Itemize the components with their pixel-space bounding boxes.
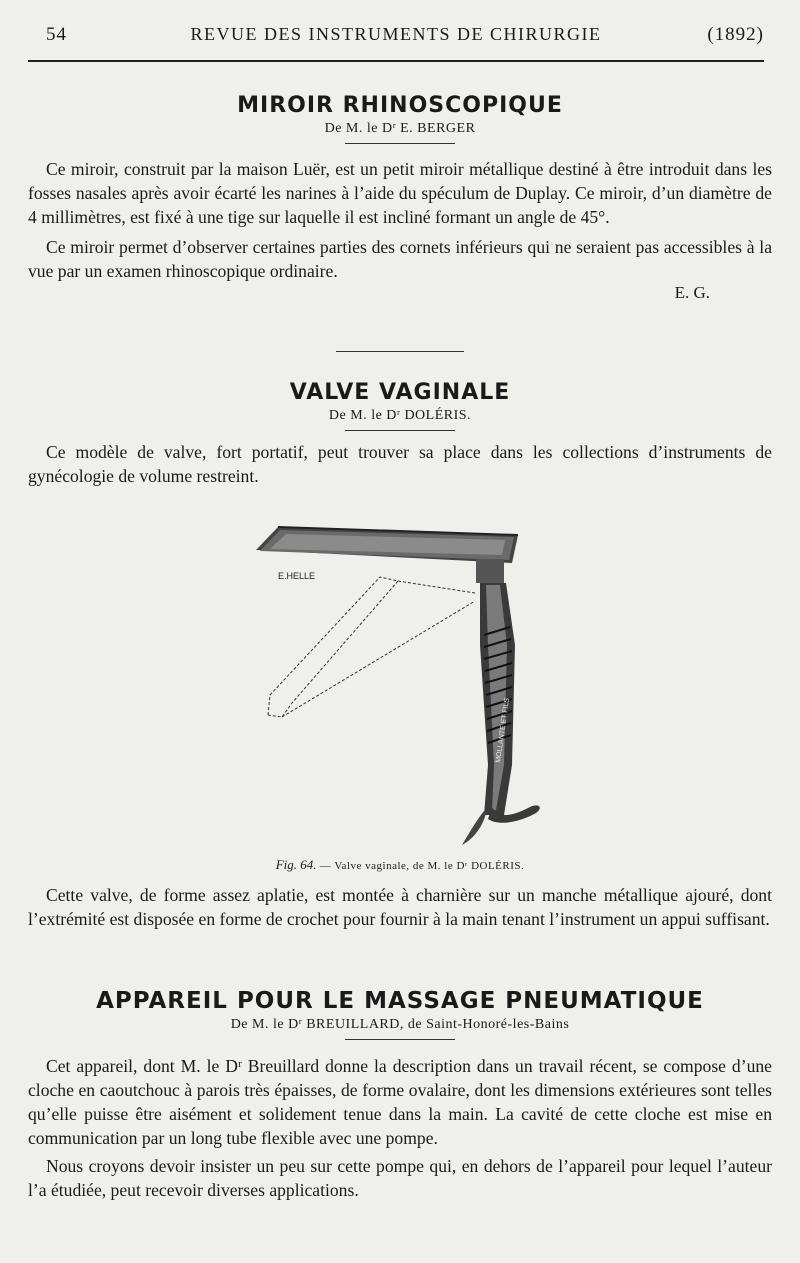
article-valve [28,380,772,488]
year: (1892) [707,24,764,45]
caption-text: — Valve vaginale, de M. le Dʳ DOLÉRIS. [319,860,525,872]
paragraph: Cet appareil, dont M. le Dʳ Breuillard donne la description dans un travail récent, se compose d’une cloche en caoutchouc à parois très épaisses, de forme ovalaire, dont les dimensions extérieures sont telles qu’elle puisse être aisément et solidement tenue dans la main. La cavité de cette cloche est mise en communication par un long tube flexible avec une pompe. [28,1056,772,1148]
article-miroir [28,93,772,303]
page-number: 54 [46,24,67,45]
article-title: MIROIR RHINOSCOPIQUE [237,93,563,118]
signature: E. G. [674,283,710,302]
article-byline: De M. le Dʳ DOLÉRIS. [328,408,472,423]
paragraph: Nous croyons devoir insister un peu sur cette pompe qui, en dehors de l’appareil pour lequel l’auteur l’a étudiée, peut recevoir diverses applications. [28,1156,772,1200]
engraver-signature: E.HELLE [278,571,316,581]
running-header [28,22,764,50]
figure-caption [0,857,800,873]
article-byline: De M. le Dʳ E. BERGER [324,121,476,136]
article-title: APPAREIL POUR LE MASSAGE PNEUMATIQUE [96,988,704,1014]
section-separator [336,351,464,352]
paragraph: Ce miroir permet d’observer certaines parties des cornets inférieurs qui ne seraient pas accessibles à la vue par un examen rhinoscopique ordinaire. [28,237,772,281]
header-rule [28,60,764,62]
figure-number: Fig. 64. [275,857,317,872]
journal-title: REVUE DES INSTRUMENTS DE CHIRURGIE [190,24,602,44]
maker-mark: MOLLANTE ET FILS [495,697,512,764]
valve-illustration [230,515,570,855]
article-byline: De M. le Dʳ BREUILLARD, de Saint-Honoré-les-Bains [230,1017,570,1032]
article-massage [28,988,772,1202]
article-title: VALVE VAGINALE [289,380,511,405]
paragraph: Ce miroir, construit par la maison Luër, est un petit miroir métallique destiné à être introduit dans les fosses nasales après avoir écarté les narines à l’aide du spéculum de Duplay. Ce miroir, d’un diamètre de 4 millimètres, est fixé à une tige sur laquelle il est incliné formant un angle de 45°. [28,159,772,227]
article-valve-description [28,883,772,931]
paragraph: Cette valve, de forme assez aplatie, est montée à charnière sur un manche métallique ajouré, dont l’extrémité est disposée en forme de crochet pour fournir à la main tenant l’instrument un appui suffisant. [28,885,772,929]
paragraph: Ce modèle de valve, fort portatif, peut trouver sa place dans les collections d’instruments de gynécologie de volume restreint. [28,442,772,486]
